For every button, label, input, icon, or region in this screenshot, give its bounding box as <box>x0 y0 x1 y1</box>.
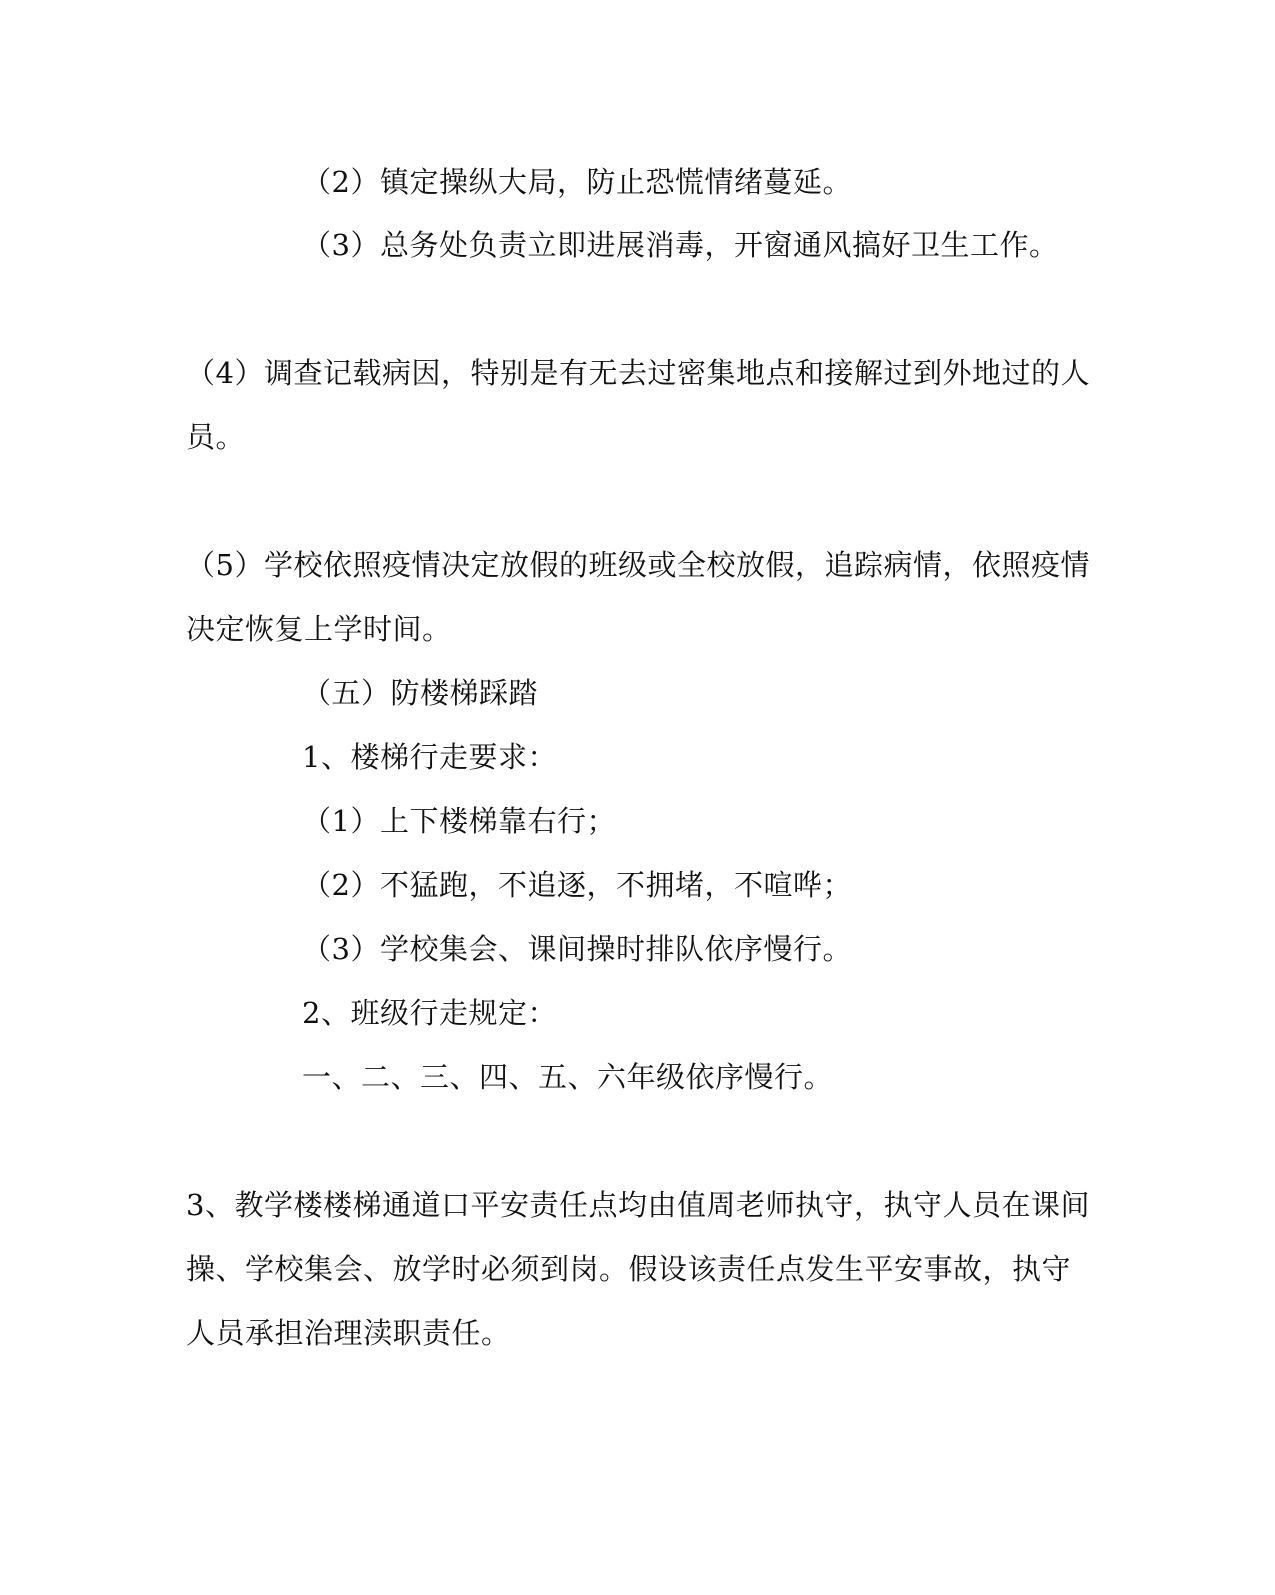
paragraph-line: 3、教学楼楼梯通道口平安责任点均由值周老师执守，执守人员在课间 <box>186 1188 1090 1222</box>
paragraph-line: 人员承担治理渎职责任。 <box>186 1316 511 1350</box>
paragraph-line: 操、学校集会、放学时必须到岗。假设该责任点发生平安事故，执守 <box>186 1252 1072 1286</box>
paragraph-line: 员。 <box>186 420 246 454</box>
paragraph-line: 一、二、三、四、五、六年级依序慢行。 <box>302 1060 834 1094</box>
paragraph-line: （3）总务处负责立即进展消毒，开窗通风搞好卫生工作。 <box>302 228 1059 262</box>
paragraph-line: 决定恢复上学时间。 <box>186 612 452 646</box>
subsection-heading: 1、楼梯行走要求： <box>302 740 557 774</box>
list-item: （2）不猛跑，不追逐，不拥堵，不喧哗； <box>302 868 852 902</box>
list-item: （3）学校集会、课间操时排队依序慢行。 <box>302 932 852 966</box>
paragraph-line: （5）学校依照疫情决定放假的班级或全校放假，追踪病情，依照疫情 <box>186 548 1090 582</box>
section-heading: （五）防楼梯踩踏 <box>302 676 539 710</box>
list-item: （1）上下楼梯靠右行； <box>302 804 616 838</box>
subsection-heading: 2、班级行走规定： <box>302 996 557 1030</box>
paragraph-line: （2）镇定操纵大局，防止恐慌情绪蔓延。 <box>302 165 852 199</box>
paragraph-line: （4）调查记载病因，特别是有无去过密集地点和接解过到外地过的人 <box>186 356 1090 390</box>
